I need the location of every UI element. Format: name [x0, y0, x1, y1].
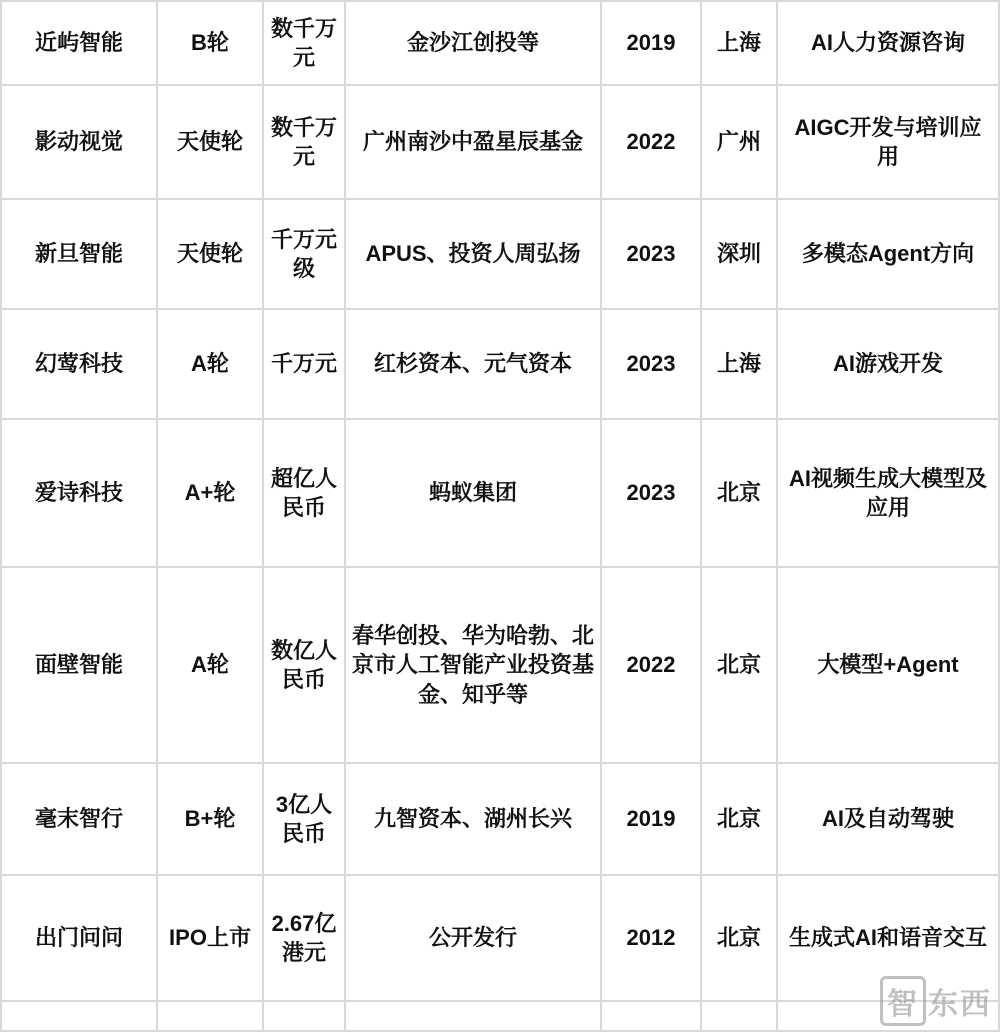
cell-year: 2022 [601, 567, 701, 763]
cell-company [1, 1001, 157, 1031]
cell-company: 爱诗科技 [1, 419, 157, 567]
cell-city: 北京 [701, 763, 777, 875]
cell-round: A轮 [157, 309, 263, 419]
cell-company: 出门问问 [1, 875, 157, 1001]
cell-company: 近屿智能 [1, 1, 157, 85]
cell-city: 北京 [701, 875, 777, 1001]
cell-amount: 2.67亿港元 [263, 875, 345, 1001]
cell-investors: 广州南沙中盈星辰基金 [345, 85, 601, 199]
cell-city: 北京 [701, 419, 777, 567]
cell-focus: 生成式AI和语音交互 [777, 875, 999, 1001]
cell-amount: 超亿人民币 [263, 419, 345, 567]
cell-amount: 千万元级 [263, 199, 345, 309]
cell-focus: 多模态Agent方向 [777, 199, 999, 309]
cell-city [701, 1001, 777, 1031]
cell-investors: 春华创投、华为哈勃、北京市人工智能产业投资基金、知乎等 [345, 567, 601, 763]
cell-city: 上海 [701, 1, 777, 85]
cell-investors: 红杉资本、元气资本 [345, 309, 601, 419]
table-row [1, 419, 999, 567]
cell-round: B轮 [157, 1, 263, 85]
cell-year: 2012 [601, 875, 701, 1001]
cell-year [601, 1001, 701, 1031]
table-row [1, 85, 999, 199]
cell-round: B+轮 [157, 763, 263, 875]
cell-focus: AI游戏开发 [777, 309, 999, 419]
watermark-badge: 智 [880, 976, 926, 1026]
cell-amount: 数千万元 [263, 85, 345, 199]
cell-city: 北京 [701, 567, 777, 763]
cell-city: 广州 [701, 85, 777, 199]
cell-company: 面壁智能 [1, 567, 157, 763]
cell-amount: 3亿人民币 [263, 763, 345, 875]
cell-year: 2023 [601, 199, 701, 309]
cell-investors [345, 1001, 601, 1031]
cell-amount [263, 1001, 345, 1031]
cell-amount: 千万元 [263, 309, 345, 419]
table-body [1, 1, 999, 1031]
table-row [1, 875, 999, 1001]
cell-round: A+轮 [157, 419, 263, 567]
cell-round [157, 1001, 263, 1031]
cell-year: 2019 [601, 1, 701, 85]
cell-year: 2023 [601, 419, 701, 567]
cell-amount: 数亿人民币 [263, 567, 345, 763]
cell-focus [777, 1001, 999, 1031]
cell-investors: 蚂蚁集团 [345, 419, 601, 567]
cell-round: A轮 [157, 567, 263, 763]
cell-round: 天使轮 [157, 199, 263, 309]
cell-focus: 大模型+Agent [777, 567, 999, 763]
cell-year: 2019 [601, 763, 701, 875]
cell-investors: 金沙江创投等 [345, 1, 601, 85]
cell-focus: AIGC开发与培训应用 [777, 85, 999, 199]
cell-focus: AI视频生成大模型及应用 [777, 419, 999, 567]
watermark-text: 东西 [928, 987, 992, 1022]
cell-amount: 数千万元 [263, 1, 345, 85]
cell-company: 新旦智能 [1, 199, 157, 309]
cell-investors: 公开发行 [345, 875, 601, 1001]
cell-round: 天使轮 [157, 85, 263, 199]
cell-company: 毫末智行 [1, 763, 157, 875]
cell-focus: AI人力资源咨询 [777, 1, 999, 85]
cell-company: 幻莺科技 [1, 309, 157, 419]
table-row [1, 1, 999, 85]
cell-city: 深圳 [701, 199, 777, 309]
table-row [1, 199, 999, 309]
cell-investors: 九智资本、湖州长兴 [345, 763, 601, 875]
cell-year: 2022 [601, 85, 701, 199]
cell-round: IPO上市 [157, 875, 263, 1001]
cell-investors: APUS、投资人周弘扬 [345, 199, 601, 309]
table-row-partial [1, 1001, 999, 1031]
cell-focus: AI及自动驾驶 [777, 763, 999, 875]
cell-year: 2023 [601, 309, 701, 419]
table-row [1, 763, 999, 875]
table-row [1, 567, 999, 763]
cell-company: 影动视觉 [1, 85, 157, 199]
cell-city: 上海 [701, 309, 777, 419]
table-row [1, 309, 999, 419]
